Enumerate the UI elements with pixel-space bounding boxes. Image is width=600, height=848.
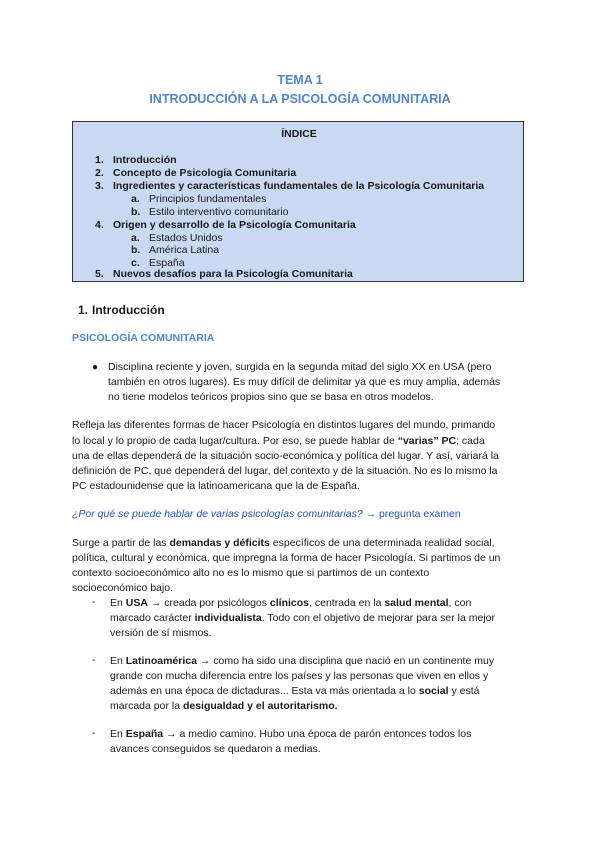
document-title: INTRODUCCIÓN A LA PSICOLOGÍA COMUNITARIA [149,92,451,106]
bullet-line: Disciplina reciente y joven, surgida en la segunda mitad del siglo XX en USA (pero [108,361,492,373]
dash-marker: - [92,727,96,739]
paragraph-line: Surge a partir de las demandas y déficits específicos de una determinada realidad social, [72,537,495,549]
index-item: 3. Ingredientes y características fundamentales de la Psicología Comunitaria [95,180,485,192]
index-subitem: b. América Latina [131,244,220,256]
topic-title: TEMA 1 [277,73,323,87]
paragraph-line: socioeconómico bajo. [72,582,173,594]
section-heading: 1. Introducción [78,303,165,317]
paragraph-line: PC estadounidense que la latinoamericana que la de España. [72,480,360,492]
exam-question: ¿Por qué se puede hablar de varias psicologías comunitarias? → pregunta examen [72,508,461,520]
index-item: 4. Origen y desarrollo de la Psicología Comunitaria [95,219,356,231]
index-subitem: a. Principios fundamentales [131,193,267,205]
index-item: 1. Introducción [95,154,177,166]
latam-line: además en una época de dictaduras... Esta va más orientada a lo social y está [110,685,480,697]
section-subheading: PSICOLOGÍA COMUNITARIA [72,332,215,344]
bullet-line: no tiene modelos teóricos propios sino que se basa en otros modelos. [108,391,434,403]
paragraph-line: una de ellas dependerá de la situación socio-económica y política del lugar. Y así, variará la [72,450,499,462]
usa-line: En USA → creada por psicólogos clínicos, centrada en la salud mental, con [110,597,472,609]
latam-line: En Latinoamérica → como ha sido una disciplina que nació en un continente muy [110,655,495,667]
index-item: 2. Concepto de Psicología Comunitaria [95,167,297,179]
index-item: 5. Nuevos desafíos para la Psicología Comunitaria [95,268,353,280]
spain-line: En España → a medio camino. Hubo una época de parón entonces todos los [110,728,472,740]
usa-line: versión de sí mismos. [110,627,212,639]
index-subitem: a. Estados Unidos [131,232,223,244]
bullet-icon: ● [92,362,99,373]
index-subitem: b. Estilo interventivo comunitario [131,206,289,218]
index-box [72,121,524,282]
latam-line: grande con mucha diferencia entre los países y las personas que viven en ellos y [110,670,489,682]
latam-line: marcada por la desigualdad y el autoritarismo. [110,700,338,712]
dash-marker: - [92,596,96,608]
paragraph-line: Refleja las diferentes formas de hacer Psicología en distintos lugares del mundo, primando [72,419,496,431]
usa-line: marcado carácter individualista. Todo con el objetivo de mejorar para ser la mejor [110,612,495,624]
index-heading: ÍNDICE [281,128,317,140]
dash-marker: - [92,654,96,666]
spain-line: avances conseguidos se quedaron a medias. [110,743,321,755]
paragraph-line: lo local y lo propio de cada lugar/cultura. Por eso, se puede hablar de “varias” PC; cada [72,435,485,447]
index-subitem: c. España [131,257,185,269]
paragraph-line: política, cultural y económica, que impregna la forma de hacer Psicología. Si partimos de un [72,552,501,564]
paragraph-line: contexto socioeconómico alto no es lo mismo que si partimos de un contexto [72,567,430,579]
bullet-line: también en otros lugares). Es muy difícil de delimitar ya que es muy amplia, además [108,376,501,388]
paragraph-line: definición de PC, que dependerá del lugar, del contexto y de la situación. No es lo mismo la [72,465,498,477]
